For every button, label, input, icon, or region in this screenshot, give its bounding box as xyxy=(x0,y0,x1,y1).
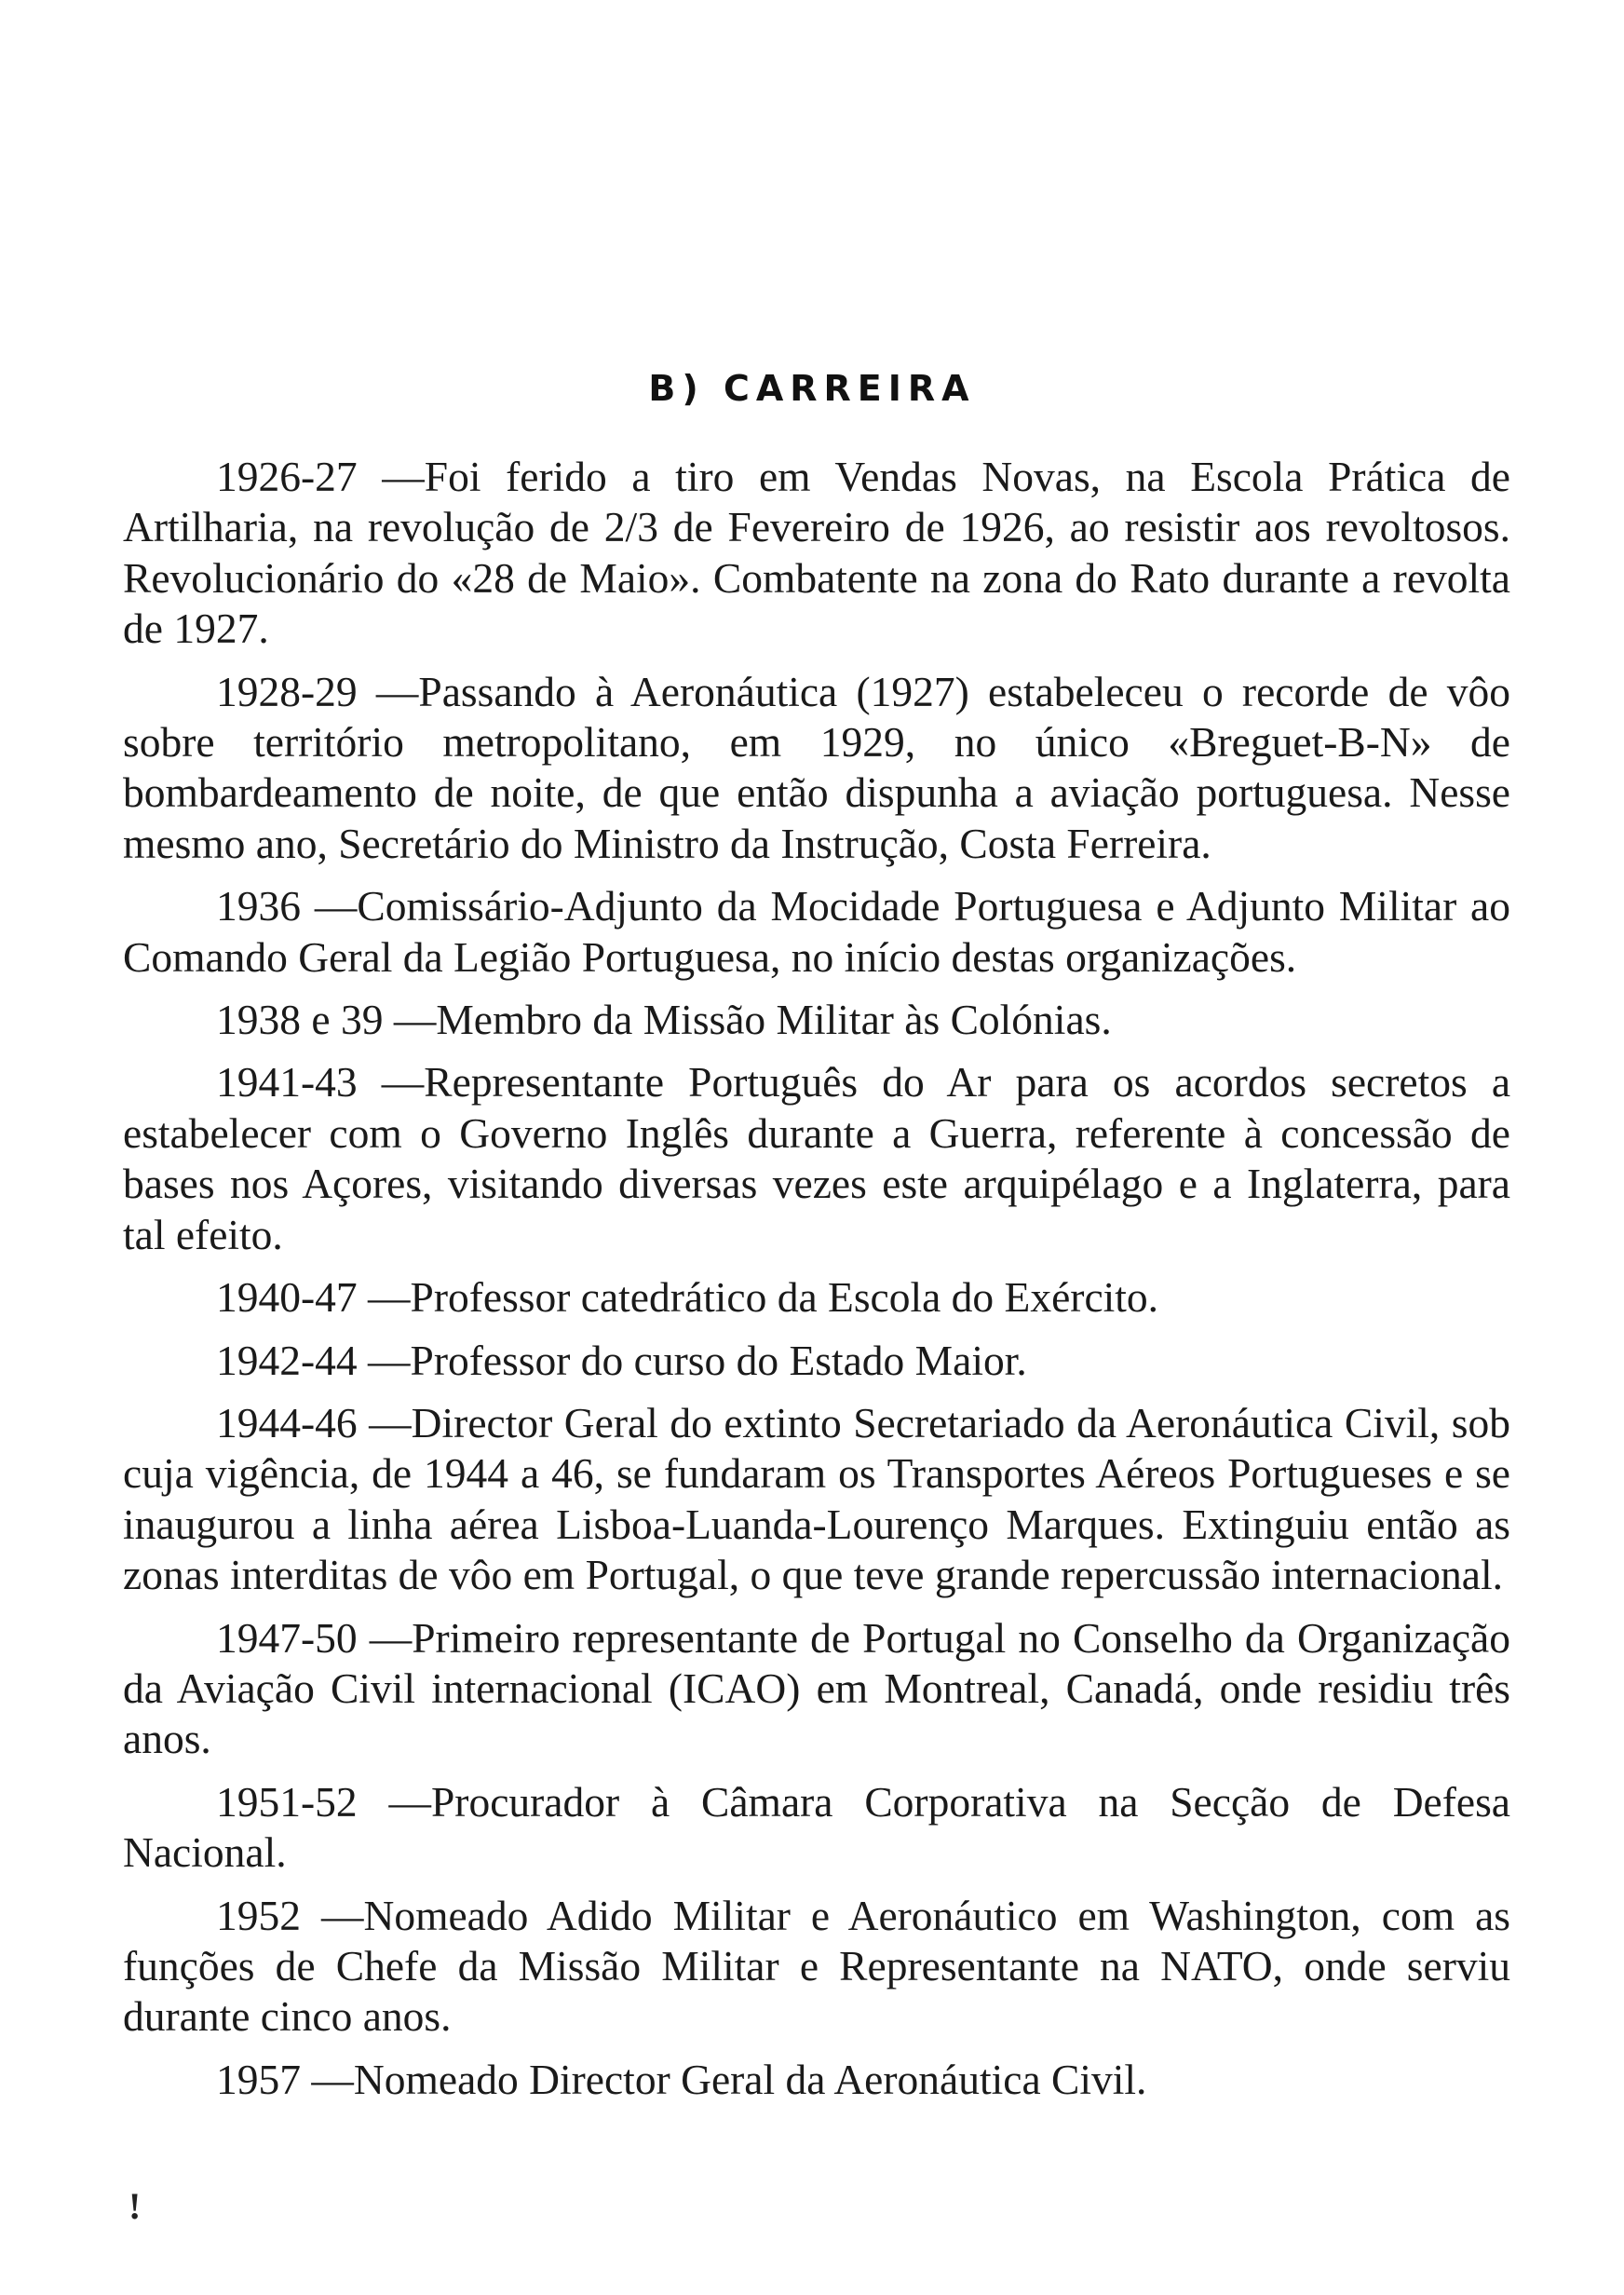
entry-text: Foi ferido a tiro em Vendas Novas, na Escola Prática de Artilharia, na revolução de 2/3 de Fevereiro de 1926, ao resistir aos revoltosos. Revolucionário do «28 de Maio». Combatente na zona do Rato durante a revolta de 1927. xyxy=(123,453,1510,653)
entry-text: Representante Português do Ar para os acordos secretos a estabelecer com o Governo Inglês durante a Guerra, referente à concessão de bases nos Açores, visitando diversas vezes este arquipélago e a Inglaterra, para tal efeito. xyxy=(123,1058,1511,1258)
section-heading: B) CARREIRA xyxy=(648,368,976,409)
entry-year: 1941-43 xyxy=(216,1058,358,1107)
career-entry xyxy=(123,1057,1510,1260)
entry-dash: — xyxy=(368,1273,411,1322)
entry-year: 1952 xyxy=(216,1891,301,1939)
entry-text: Passando à Aeronáutica (1927) estabeleceu o recorde de vôo sobre território metropolitano, em 1929, no único «Breguet-B-N» de bombardeamento de noite, de que então dispunha a aviação portuguesa. Nesse mesmo ano, Secretário do Ministro da Instrução, Costa Ferreira. xyxy=(123,667,1511,867)
entry-text: Comissário-Adjunto da Mocidade Portuguesa e Adjunto Militar ao Comando Geral da Legião Portuguesa, no início destas organizações. xyxy=(123,882,1510,981)
entry-dash: — xyxy=(382,453,425,500)
entry-dash: — xyxy=(393,996,437,1044)
entry-text: Professor do curso do Estado Maior. xyxy=(410,1336,1027,1384)
career-entry xyxy=(123,1613,1510,1765)
entry-dash: — xyxy=(388,1777,431,1826)
entry-dash: — xyxy=(368,1336,411,1384)
entry-year: 1957 xyxy=(216,2055,301,2103)
entry-text: Primeiro representante de Portugal no Conselho da Organização da Aviação Civil internacional (ICAO) em Montreal, Canadá, onde residiu três anos. xyxy=(123,1613,1510,1763)
entry-year: 1938 e 39 xyxy=(216,996,384,1044)
entry-text: Procurador à Câmara Corporativa na Secção de Defesa Nacional. xyxy=(123,1777,1510,1877)
career-entry xyxy=(123,1777,1510,1879)
entry-year: 1926-27 xyxy=(216,453,358,500)
entry-dash: — xyxy=(320,1891,364,1939)
career-entry xyxy=(123,1891,1510,2043)
entry-dash: — xyxy=(314,882,358,930)
career-entries xyxy=(123,452,1510,2117)
career-entry xyxy=(123,2055,1510,2105)
entry-year: 1944-46 xyxy=(216,1398,358,1446)
entry-text: Nomeado Adido Militar e Aeronáutico em Washington, com as funções de Chefe da Missão Militar e Representante na NATO, onde serviu durante cinco anos. xyxy=(123,1891,1510,2041)
career-entry xyxy=(123,1398,1510,1601)
entry-text: Membro da Missão Militar às Colónias. xyxy=(436,996,1112,1044)
entry-text: Director Geral do extinto Secretariado da Aeronáutica Civil, sob cuja vigência, de 1944 a 46, se fundaram os Transportes Aéreos Portugueses e se inaugurou a linha aérea Lisboa-Luanda-Lourenço Marques. Extinguiu então as zonas interditas de vôo em Portugal, o que teve grande repercussão internacional. xyxy=(123,1398,1510,1599)
entry-year: 1942-44 xyxy=(216,1336,358,1384)
career-entry xyxy=(123,1272,1510,1323)
entry-dash: — xyxy=(369,1613,413,1662)
career-entry xyxy=(123,995,1510,1045)
career-entry xyxy=(123,881,1510,983)
entry-dash: — xyxy=(369,1398,412,1446)
career-entry xyxy=(123,1336,1510,1386)
entry-text: Nomeado Director Geral da Aeronáutica Civil. xyxy=(353,2055,1147,2103)
entry-year: 1936 xyxy=(216,882,301,930)
entry-dash: — xyxy=(311,2055,354,2103)
entry-dash: — xyxy=(381,1058,425,1107)
entry-year: 1928-29 xyxy=(216,667,358,715)
entry-year: 1947-50 xyxy=(216,1613,358,1662)
career-entry xyxy=(123,452,1510,655)
entry-dash: — xyxy=(375,667,419,715)
stray-print-mark: ! xyxy=(129,2185,142,2227)
entry-year: 1940-47 xyxy=(216,1273,358,1322)
entry-text: Professor catedrático da Escola do Exército. xyxy=(410,1273,1159,1322)
career-entry xyxy=(123,667,1510,870)
entry-year: 1951-52 xyxy=(216,1777,358,1826)
